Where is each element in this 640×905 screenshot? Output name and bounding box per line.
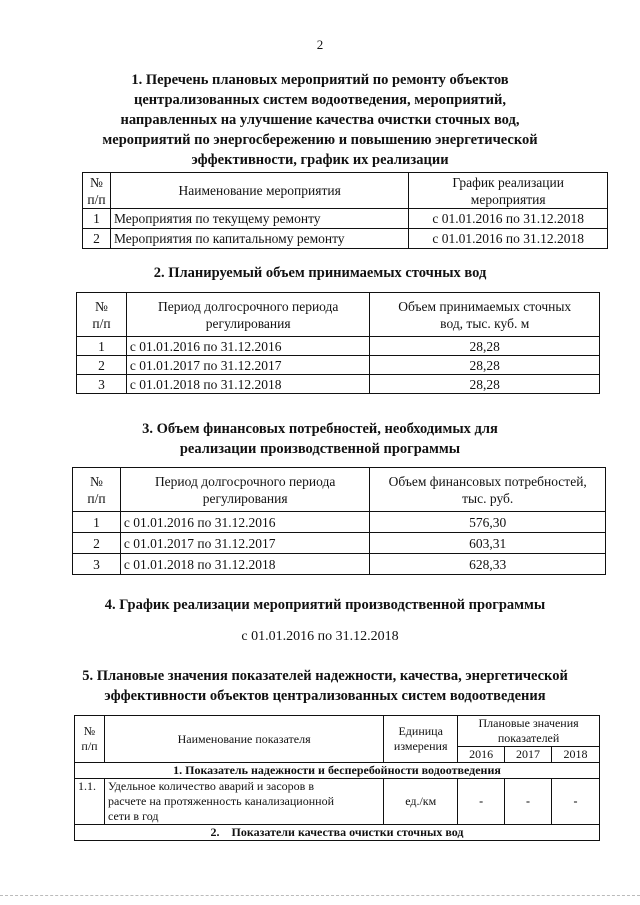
group-title: 2. Показатели качества очистки сточных вод [75, 825, 600, 841]
section1-heading-line: 1. Перечень плановых мероприятий по ремонту объектов [131, 72, 509, 88]
schedule-header [409, 173, 608, 209]
table-row [73, 533, 606, 554]
row-value-2017: - [505, 779, 552, 825]
row-volume: 28,28 [370, 375, 600, 394]
section3-heading-line: реализации производственной программы [179, 441, 461, 457]
row-num: 2 [83, 229, 111, 249]
num-header [73, 468, 121, 512]
section5-heading [30, 666, 620, 706]
num-header-line: № [83, 724, 96, 738]
table-header-row [83, 173, 608, 209]
section4-heading: 4. График реализации мероприятий производственной программы [104, 597, 546, 613]
row-num: 3 [77, 375, 127, 394]
row-name: Мероприятия по текущему ремонту [110, 209, 408, 229]
section1-table [82, 172, 608, 249]
num-header-line: п/п [92, 315, 111, 331]
row-num: 3 [73, 554, 121, 575]
num-header-line: № [90, 174, 103, 190]
row-schedule: с 01.01.2016 по 31.12.2018 [409, 229, 608, 249]
schedule-header-line: мероприятия [470, 191, 546, 207]
row-value-2018: - [552, 779, 600, 825]
page-number: 2 [316, 37, 324, 52]
section1-heading-line: централизованных систем водоотведения, мероприятий, [134, 92, 506, 108]
section4-period: с 01.01.2016 по 31.12.2018 [241, 629, 399, 644]
row-num: 1 [77, 337, 127, 356]
table-row [73, 512, 606, 533]
row-indicator-line: сети в год [107, 809, 159, 823]
row-period: с 01.01.2018 по 31.12.2018 [120, 554, 370, 575]
table-row [77, 337, 600, 356]
section1-heading-line: эффективности, график их реализации [191, 152, 449, 168]
section3-heading [100, 419, 540, 459]
row-num: 1 [73, 512, 121, 533]
unit-header [384, 716, 458, 763]
num-header-line: п/п [81, 739, 98, 753]
table-row [77, 356, 600, 375]
row-period: с 01.01.2017 по 31.12.2017 [120, 533, 370, 554]
finance-header [370, 468, 606, 512]
section1-heading-line: мероприятий по энергосбережению и повышению энергетической [102, 132, 538, 148]
row-indicator-line: расчете на протяженность канализационной [107, 794, 334, 808]
volume-header-line: Объем принимаемых сточных [398, 298, 572, 314]
row-unit: ед./км [384, 779, 458, 825]
indicator-name-header: Наименование показателя [104, 716, 383, 763]
unit-header-line: измерения [393, 739, 448, 753]
table-row [77, 375, 600, 394]
period-header [126, 293, 370, 337]
plan-header-line: Плановые значения [478, 716, 579, 730]
num-header-line: № [90, 473, 103, 489]
row-name: Мероприятия по капитальному ремонту [110, 229, 408, 249]
period-header-line: регулирования [205, 315, 291, 331]
schedule-header-line: График реализации [452, 174, 564, 190]
row-period: с 01.01.2017 по 31.12.2017 [126, 356, 370, 375]
num-header [75, 716, 105, 763]
row-finance: 603,31 [370, 533, 606, 554]
period-header-line: Период долгосрочного периода [154, 473, 336, 489]
table-row [75, 779, 600, 825]
finance-header-line: Объем финансовых потребностей, [388, 473, 587, 489]
row-num: 2 [73, 533, 121, 554]
num-header-line: п/п [87, 191, 106, 207]
section5-heading-line: эффективности объектов централизованных систем водоотведения [104, 688, 546, 704]
row-indicator-line: Удельное количество аварий и засоров в [107, 779, 315, 793]
section1-heading-line: направленных на улучшение качества очистки сточных вод, [120, 112, 520, 128]
year-header: 2016 [458, 747, 505, 763]
scan-edge-divider [0, 895, 640, 897]
section2-table [76, 292, 600, 394]
section2-heading: 2. Планируемый объем принимаемых сточных вод [153, 265, 487, 281]
plan-header-line: показателей [497, 731, 560, 745]
row-indicator-name [104, 779, 383, 825]
period-header [120, 468, 370, 512]
row-finance: 628,33 [370, 554, 606, 575]
num-header [77, 293, 127, 337]
section5-table [74, 715, 600, 841]
row-value-2016: - [458, 779, 505, 825]
plan-header [458, 716, 600, 747]
section5-heading-line: 5. Плановые значения показателей надежности, качества, энергетической [82, 668, 568, 684]
section3-table [72, 467, 606, 575]
section3-heading-line: 3. Объем финансовых потребностей, необходимых для [142, 421, 498, 437]
table-header-row [73, 468, 606, 512]
row-period: с 01.01.2016 по 31.12.2016 [120, 512, 370, 533]
year-header: 2017 [505, 747, 552, 763]
num-header-line: п/п [87, 490, 106, 506]
row-volume: 28,28 [370, 337, 600, 356]
row-num: 1 [83, 209, 111, 229]
table-header-row [77, 293, 600, 337]
year-header: 2018 [552, 747, 600, 763]
period-header-line: Период долгосрочного периода [157, 298, 339, 314]
table-header-row [75, 716, 600, 747]
row-num: 2 [77, 356, 127, 375]
period-header-line: регулирования [202, 490, 288, 506]
name-header: Наименование мероприятия [110, 173, 408, 209]
finance-header-line: тыс. руб. [462, 490, 514, 506]
group-row [75, 763, 600, 779]
row-period: с 01.01.2018 по 31.12.2018 [126, 375, 370, 394]
row-schedule: с 01.01.2016 по 31.12.2018 [409, 209, 608, 229]
table-row [83, 209, 608, 229]
volume-header [370, 293, 600, 337]
num-header-line: № [95, 298, 108, 314]
row-volume: 28,28 [370, 356, 600, 375]
group-row [75, 825, 600, 841]
volume-header-line: вод, тыс. куб. м [440, 315, 530, 331]
row-num: 1.1. [75, 779, 105, 825]
group-title: 1. Показатель надежности и бесперебойности водоотведения [75, 763, 600, 779]
section1-heading [100, 70, 540, 170]
row-period: с 01.01.2016 по 31.12.2016 [126, 337, 370, 356]
unit-header-line: Единица [398, 724, 443, 738]
row-finance: 576,30 [370, 512, 606, 533]
table-row [73, 554, 606, 575]
table-row [83, 229, 608, 249]
num-header [83, 173, 111, 209]
